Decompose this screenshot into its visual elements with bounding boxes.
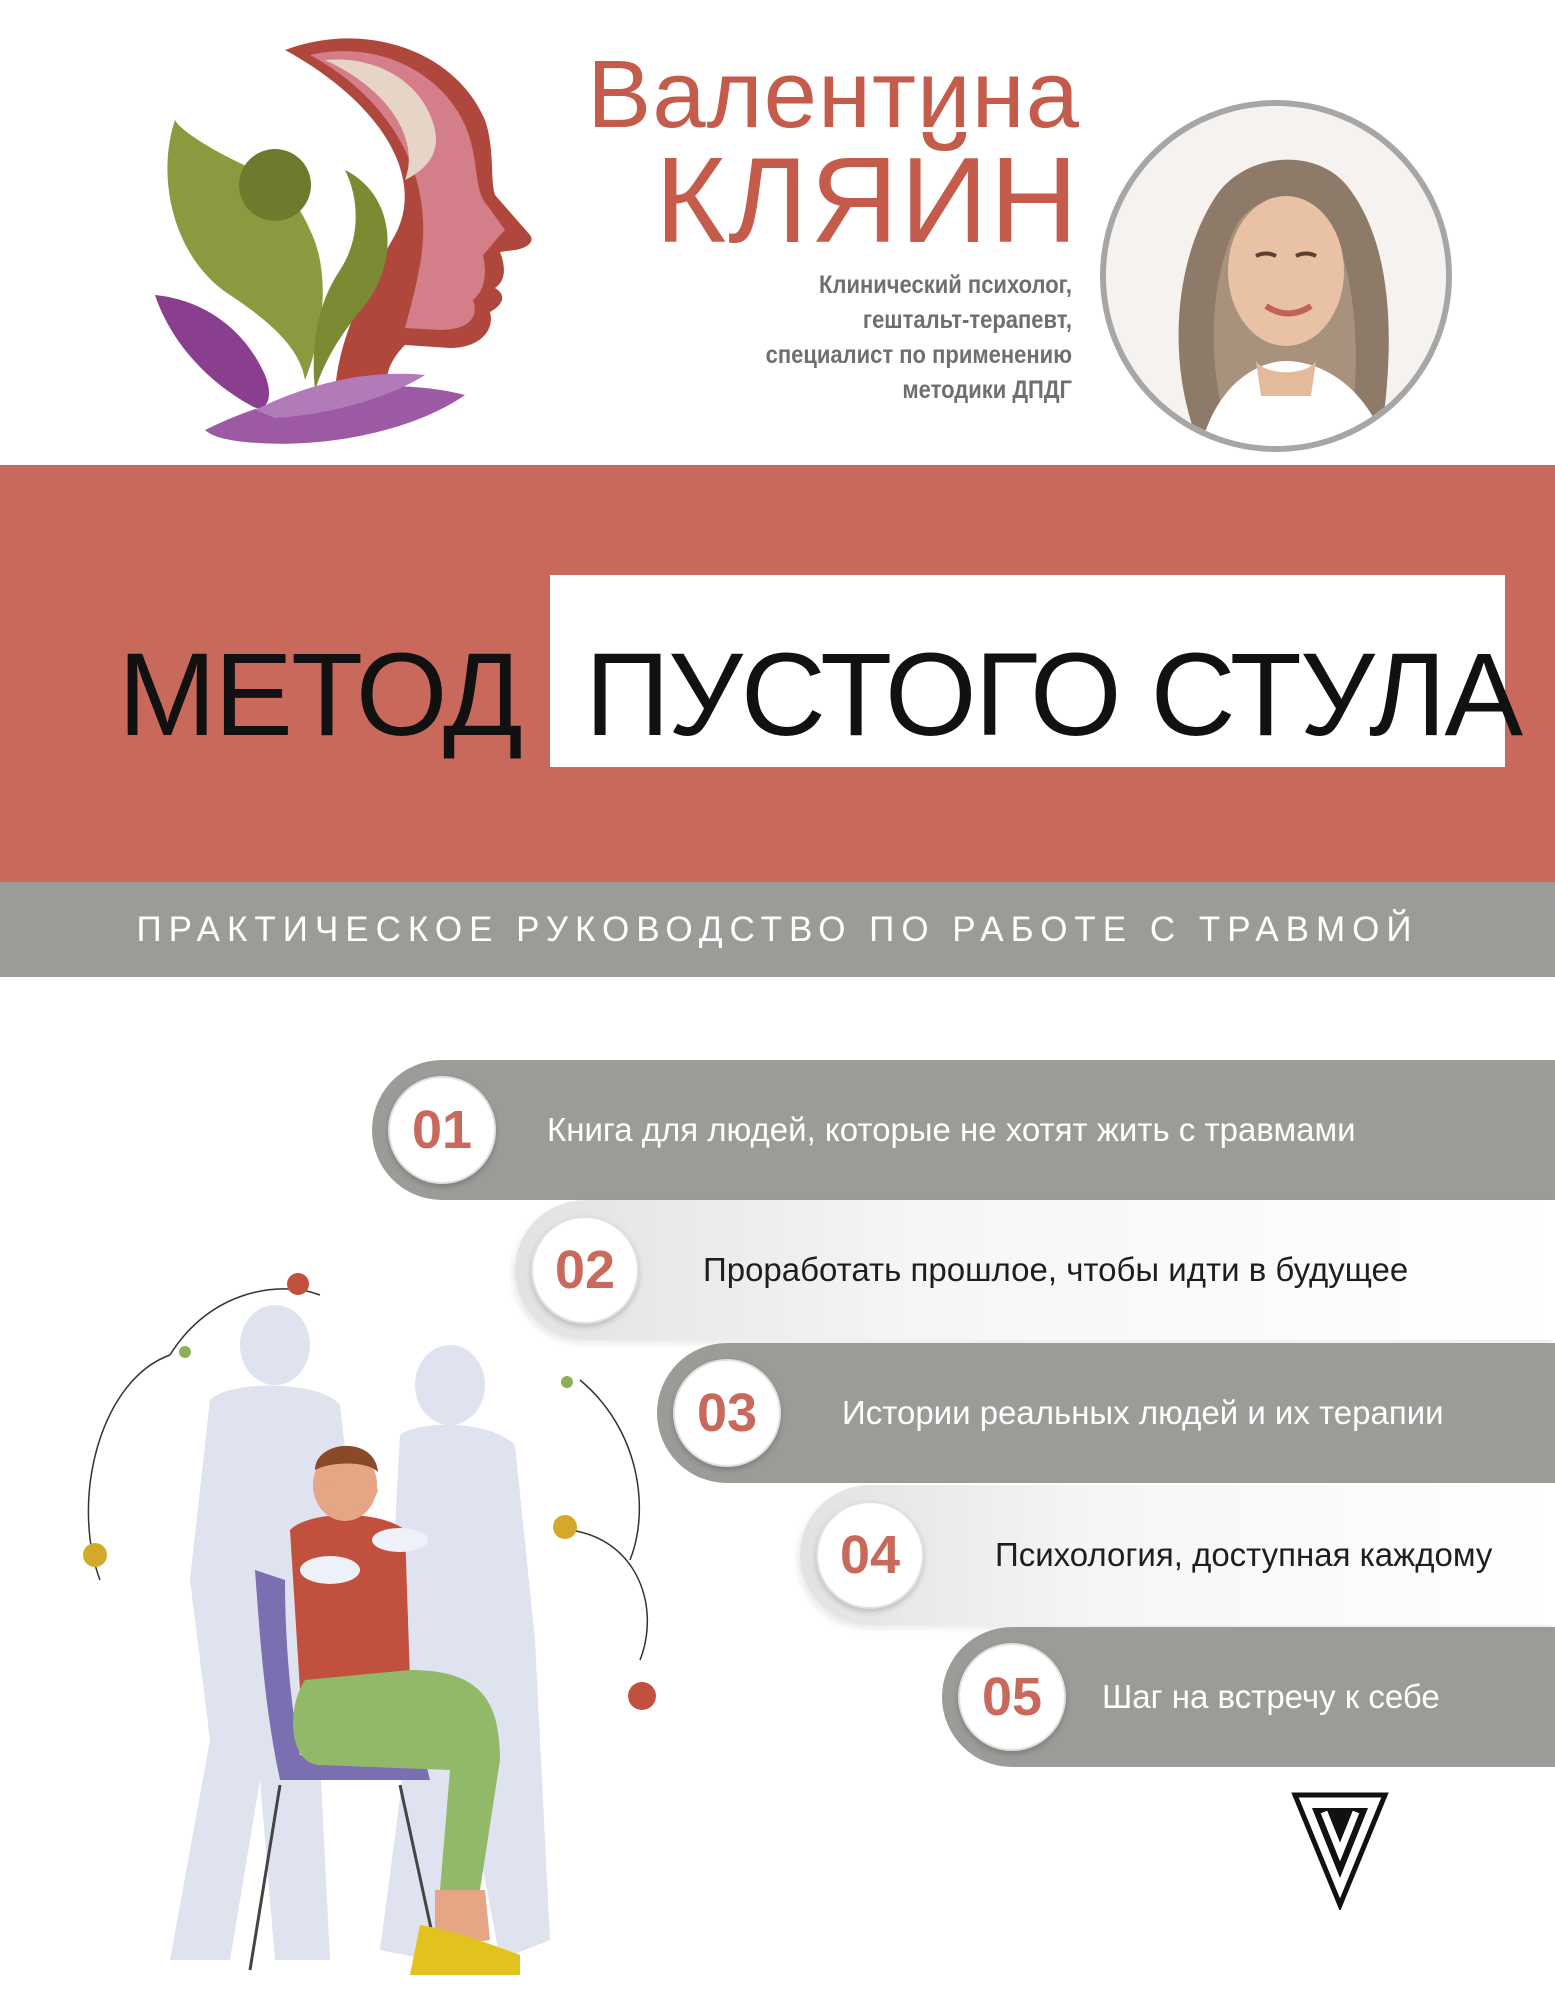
feature-number: 03	[673, 1359, 781, 1467]
author-last-name: КЛЯЙН	[654, 132, 1080, 268]
feature-item-03	[657, 1343, 1555, 1483]
credential-line: гештальт-терапевт,	[862, 306, 1072, 334]
author-first-name: Валентина	[587, 41, 1080, 148]
feature-item-05	[942, 1627, 1555, 1767]
feature-text: Проработать прошлое, чтобы идти в будущее	[703, 1251, 1409, 1288]
feature-text: Психология, доступная каждому	[995, 1536, 1493, 1573]
feature-item-01	[372, 1060, 1555, 1200]
author-credentials	[640, 268, 1072, 408]
book-title-part1: МЕТОД	[118, 629, 521, 761]
feature-number: 01	[388, 1076, 496, 1184]
feature-text: Шаг на встречу к себе	[1102, 1678, 1440, 1715]
feature-number: 04	[816, 1501, 924, 1609]
psychology-head-logo	[135, 30, 540, 450]
credential-line: методики ДПДГ	[902, 376, 1072, 404]
credential-line: Клинический психолог,	[819, 271, 1072, 299]
feature-text: Истории реальных людей и их терапии	[842, 1394, 1444, 1431]
publisher-v-logo	[1290, 1790, 1390, 1910]
feature-text: Книга для людей, которые не хотят жить с травмами	[547, 1111, 1356, 1148]
feature-number: 05	[958, 1643, 1066, 1751]
author-portrait	[1100, 100, 1452, 452]
book-title-part2: ПУСТОГО СТУЛА	[585, 629, 1522, 761]
therapy-session-illustration	[60, 1240, 700, 1980]
feature-number: 02	[531, 1216, 639, 1324]
book-subtitle: ПРАКТИЧЕСКОЕ РУКОВОДСТВО ПО РАБОТЕ С ТРАВМОЙ	[136, 910, 1419, 949]
feature-item-04	[800, 1485, 1555, 1625]
credential-line: специалист по применению	[765, 341, 1072, 369]
